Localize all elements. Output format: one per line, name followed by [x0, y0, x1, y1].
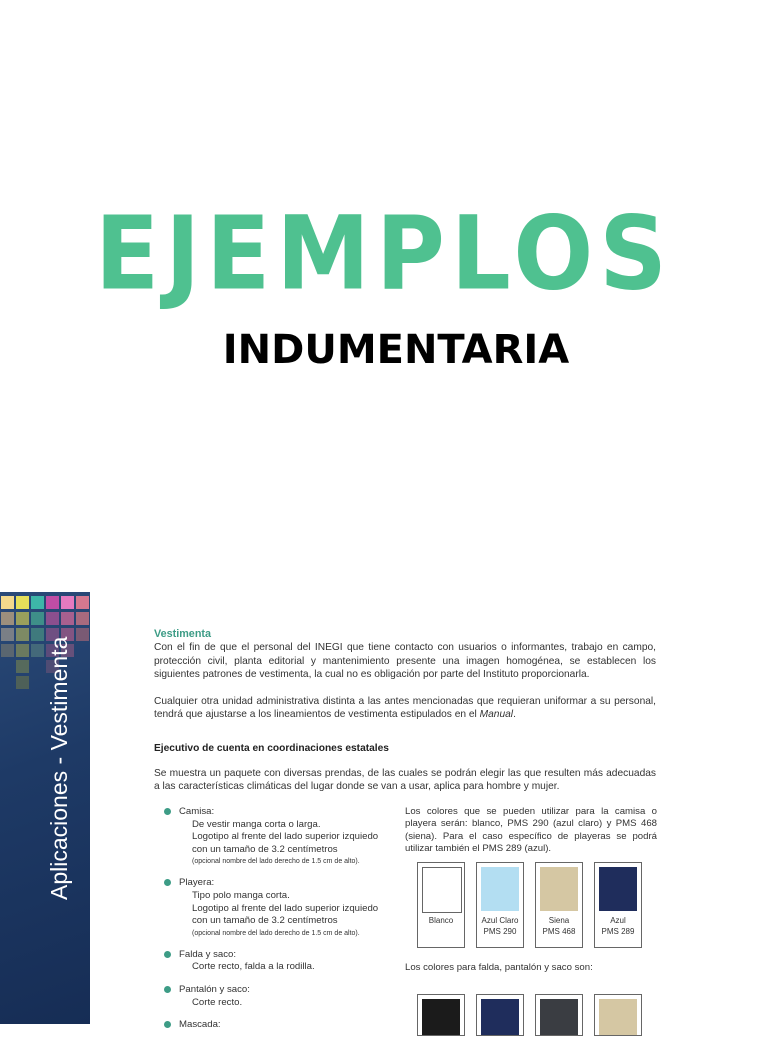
garment-item — [164, 806, 384, 867]
color-card — [594, 994, 642, 1036]
color-chip — [481, 999, 519, 1035]
palette-swatch — [16, 644, 29, 657]
palette-swatch — [46, 612, 59, 625]
color-card — [417, 994, 465, 1036]
package-paragraph: Se muestra un paquete con diversas prendas, de las cuales se podrán elegir las que resulten más adecuadas a las características climáticas del lugar donde se van a usar, aplica para hombre y mujer. — [154, 767, 656, 793]
color-card — [476, 994, 524, 1036]
garment-title: Pantalón y saco: — [179, 983, 250, 995]
document-body — [154, 628, 656, 794]
palette-swatch — [16, 676, 29, 689]
color-card — [535, 862, 583, 948]
palette-swatch — [76, 628, 89, 641]
color-code: PMS 289 — [601, 927, 635, 936]
color-name: Azul Claro — [481, 916, 519, 925]
color-name: Azul — [610, 916, 626, 925]
section-heading: Vestimenta — [154, 628, 212, 640]
garment-note: (opcional nombre del lado derecho de 1.5 cm de alto). — [192, 929, 360, 937]
bullet-icon — [164, 951, 171, 958]
color-name: Siena — [548, 916, 570, 925]
color-caption — [477, 915, 523, 937]
color-name: Blanco — [428, 916, 454, 925]
color-chip — [422, 999, 460, 1035]
color-card — [476, 862, 524, 948]
color-chip — [599, 867, 637, 911]
color-caption — [595, 915, 641, 937]
garment-list — [164, 806, 384, 1042]
garment-detail: Corte recto. — [192, 996, 243, 1008]
colors-suit-text: Los colores para falda, pantalón y saco son: — [405, 962, 593, 973]
cover-title: EJEMPLOS — [95, 195, 673, 314]
palette-swatch — [46, 596, 59, 609]
color-chip — [540, 867, 578, 911]
garment-title: Playera: — [179, 877, 215, 889]
palette-swatch — [76, 612, 89, 625]
color-chip — [422, 867, 462, 913]
rules-paragraph — [154, 695, 656, 722]
garment-detail: De vestir manga corta o larga. — [192, 818, 321, 830]
palette-swatch — [61, 612, 74, 625]
palette-swatch — [31, 644, 44, 657]
color-caption — [418, 915, 464, 926]
palette-swatch — [76, 596, 89, 609]
color-code: PMS 290 — [483, 927, 517, 936]
palette-swatch — [16, 596, 29, 609]
color-chip — [540, 999, 578, 1035]
garment-note: (opcional nombre del lado derecho de 1.5 cm de alto). — [192, 858, 360, 866]
colors-intro-text: Los colores que se pueden utilizar para la camisa o playera serán: blanco, PMS 290 (azul claro) y PMS 468 (siena). Para el caso específico de playeras se podrá utilizar también el PMS 289 (azul). — [405, 806, 657, 855]
color-card — [594, 862, 642, 948]
garment-detail: con un tamaño de 3.2 centímetros — [192, 915, 338, 927]
garment-title: Falda y saco: — [179, 948, 237, 960]
palette-swatch — [1, 612, 14, 625]
garment-title: Mascada: — [179, 1019, 221, 1031]
color-card — [417, 862, 465, 948]
color-caption — [536, 915, 582, 937]
subsection-heading: Ejecutivo de cuenta en coordinaciones estatales — [154, 743, 389, 755]
manual-reference: Manual — [479, 709, 514, 721]
intro-paragraph: Con el fin de que el personal del INEGI que tiene contacto con usuarios o informantes, trabajo en campo, protección civil, planta editorial y mantenimiento presente una imagen homogénea, se establecen los siguientes patrones de vestimenta, la cual no es obligación por parte del Instituto proporcionarla. — [154, 642, 656, 681]
garment-item — [164, 877, 384, 938]
garment-item — [164, 949, 384, 974]
color-chip — [481, 867, 519, 911]
palette-swatch — [16, 612, 29, 625]
palette-swatch — [1, 596, 14, 609]
palette-swatch — [1, 644, 14, 657]
garment-item — [164, 1019, 384, 1032]
bullet-icon — [164, 808, 171, 815]
palette-swatch — [16, 660, 29, 673]
garment-detail: Corte recto, falda a la rodilla. — [192, 961, 315, 973]
palette-swatch — [16, 628, 29, 641]
color-code: PMS 468 — [542, 927, 576, 936]
color-card — [535, 994, 583, 1036]
garment-item — [164, 984, 384, 1009]
sidebar-section-label: Aplicaciones - Vestimenta — [46, 636, 72, 900]
rules-text-end: . — [513, 709, 516, 721]
palette-swatch — [61, 596, 74, 609]
palette-swatch — [31, 612, 44, 625]
rules-text-start: Cualquier otra unidad administrativa distinta a las antes mencionadas que requieran uniformar a su personal, tendrá que ajustarse a los lineamientos de vestimenta estipulados en el — [154, 695, 656, 721]
garment-detail: Logotipo al frente del lado superior izquiedo — [192, 831, 379, 843]
garment-title: Camisa: — [179, 806, 215, 817]
color-chip — [599, 999, 637, 1035]
palette-swatch — [1, 628, 14, 641]
bullet-icon — [164, 986, 171, 993]
garment-detail: Logotipo al frente del lado superior izquiedo — [192, 902, 379, 914]
palette-swatch — [31, 596, 44, 609]
palette-swatch — [31, 628, 44, 641]
garment-detail: Tipo polo manga corta. — [192, 889, 290, 901]
garment-detail: con un tamaño de 3.2 centímetros — [192, 843, 338, 855]
cover-subtitle: INDUMENTARIA — [222, 327, 570, 373]
